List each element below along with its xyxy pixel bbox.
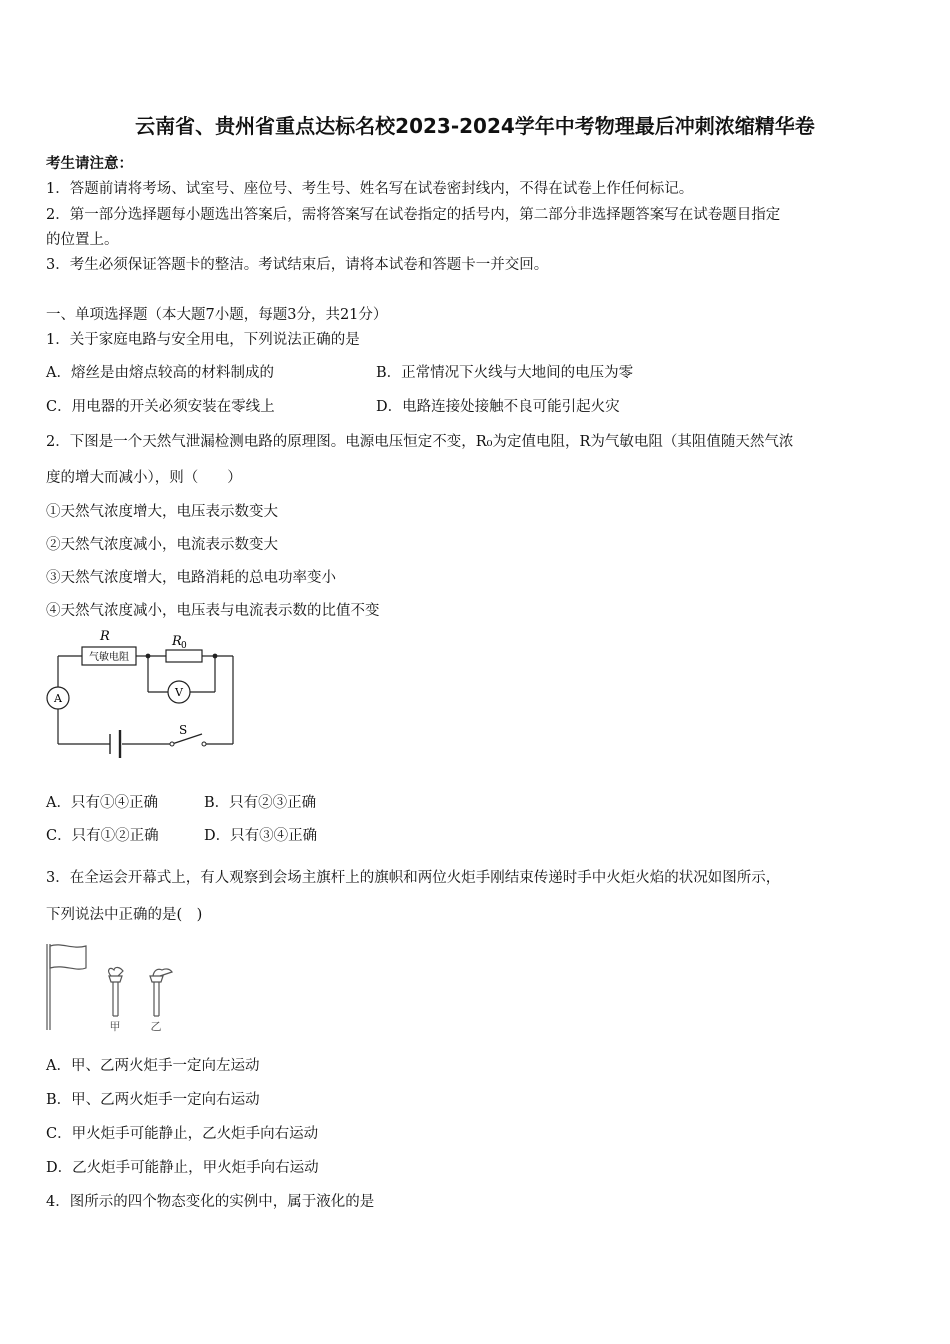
label-r0-subscript: 0 [181,641,187,651]
label-switch: S [179,723,188,737]
q2-statement-3: ③天然气浓度增大，电路消耗的总电功率变小 [46,570,336,586]
q3-stem-line1: 3．在全运会开幕式上，有人观察到会场主旗杆上的旗帜和两位火炬手刚结束传递时手中火炬火焰的状况如图所示， [46,870,781,886]
q2-stem-line1: 2．下图是一个天然气泄漏检测电路的原理图。电源电压恒定不变，R₀为定值电阻，R为气敏电阻（其阻值随天然气浓 [46,434,794,450]
label-r0: R [172,634,182,649]
notice-item-3: 3．考生必须保证答题卡的整洁。考试结束后，请将本试卷和答题卡一并交回。 [46,257,549,273]
notice-heading: 考生请注意： [46,155,133,172]
q2-stem-line2: 度的增大而减小），则（ ） [46,470,242,486]
q2-option-b: B．只有②③正确 [204,795,317,811]
label-ammeter: A [54,692,62,705]
q1-option-d: D．电路连接处接触不良可能引起火灾 [376,399,620,415]
q2-statement-1: ①天然气浓度增大，电压表示数变大 [46,504,278,520]
q1-option-c: C．用电器的开关必须安装在零线上 [46,399,275,415]
junction-node-left [146,654,151,659]
circuit-diagram [44,626,244,758]
notice-item-2-cont: 的位置上。 [46,232,119,248]
flag-torch-figure [42,940,177,1035]
label-r: R [100,629,110,644]
q2-option-c: C．只有①②正确 [46,828,159,844]
notice-item-1: 1．答题前请将考场、试室号、座位号、考生号、姓名写在试卷密封线内，不得在试卷上作任何标记。 [46,181,694,197]
q3-option-b: B．甲、乙两火炬手一定向右运动 [46,1092,260,1108]
label-gas-resistor: 气敏电阻 [89,652,129,663]
q2-statement-2: ②天然气浓度减小，电流表示数变大 [46,537,278,553]
label-yi: 乙 [150,1020,162,1033]
q3-option-a: A．甲、乙两火炬手一定向左运动 [46,1058,260,1074]
q1-option-a: A．熔丝是由熔点较高的材料制成的 [46,365,274,381]
q4-stem: 4．图所示的四个物态变化的实例中，属于液化的是 [46,1194,375,1210]
torch-jia [109,967,123,1016]
flag [50,945,86,969]
q3-option-d: D．乙火炬手可能静止，甲火炬手向右运动 [46,1160,319,1176]
q1-stem: 1．关于家庭电路与安全用电，下列说法正确的是 [46,332,360,348]
fixed-resistor-r0 [166,650,202,662]
q3-stem-line2: 下列说法中正确的是( ) [46,907,203,923]
switch-contact [202,742,206,746]
switch-pivot [170,742,174,746]
notice-item-2: 2．第一部分选择题每小题选出答案后，需将答案写在试卷指定的括号内，第二部分非选择题答案写在试卷题目指定 [46,207,781,223]
torch-yi [150,969,172,1016]
q1-option-b: B．正常情况下火线与大地间的电压为零 [376,365,634,381]
page-title: 云南省、贵州省重点达标名校2023-2024学年中考物理最后冲刺浓缩精华卷 [135,114,815,138]
q2-option-d: D．只有③④正确 [204,828,318,844]
junction-node-right [213,654,218,659]
label-jia: 甲 [109,1020,121,1033]
q2-statement-4: ④天然气浓度减小，电压表与电流表示数的比值不变 [46,603,380,619]
label-voltmeter: V [175,686,183,699]
q2-option-a: A．只有①④正确 [46,795,158,811]
q3-option-c: C．甲火炬手可能静止，乙火炬手向右运动 [46,1126,319,1142]
section-heading: 一、单项选择题（本大题7小题，每题3分，共21分） [46,307,388,323]
